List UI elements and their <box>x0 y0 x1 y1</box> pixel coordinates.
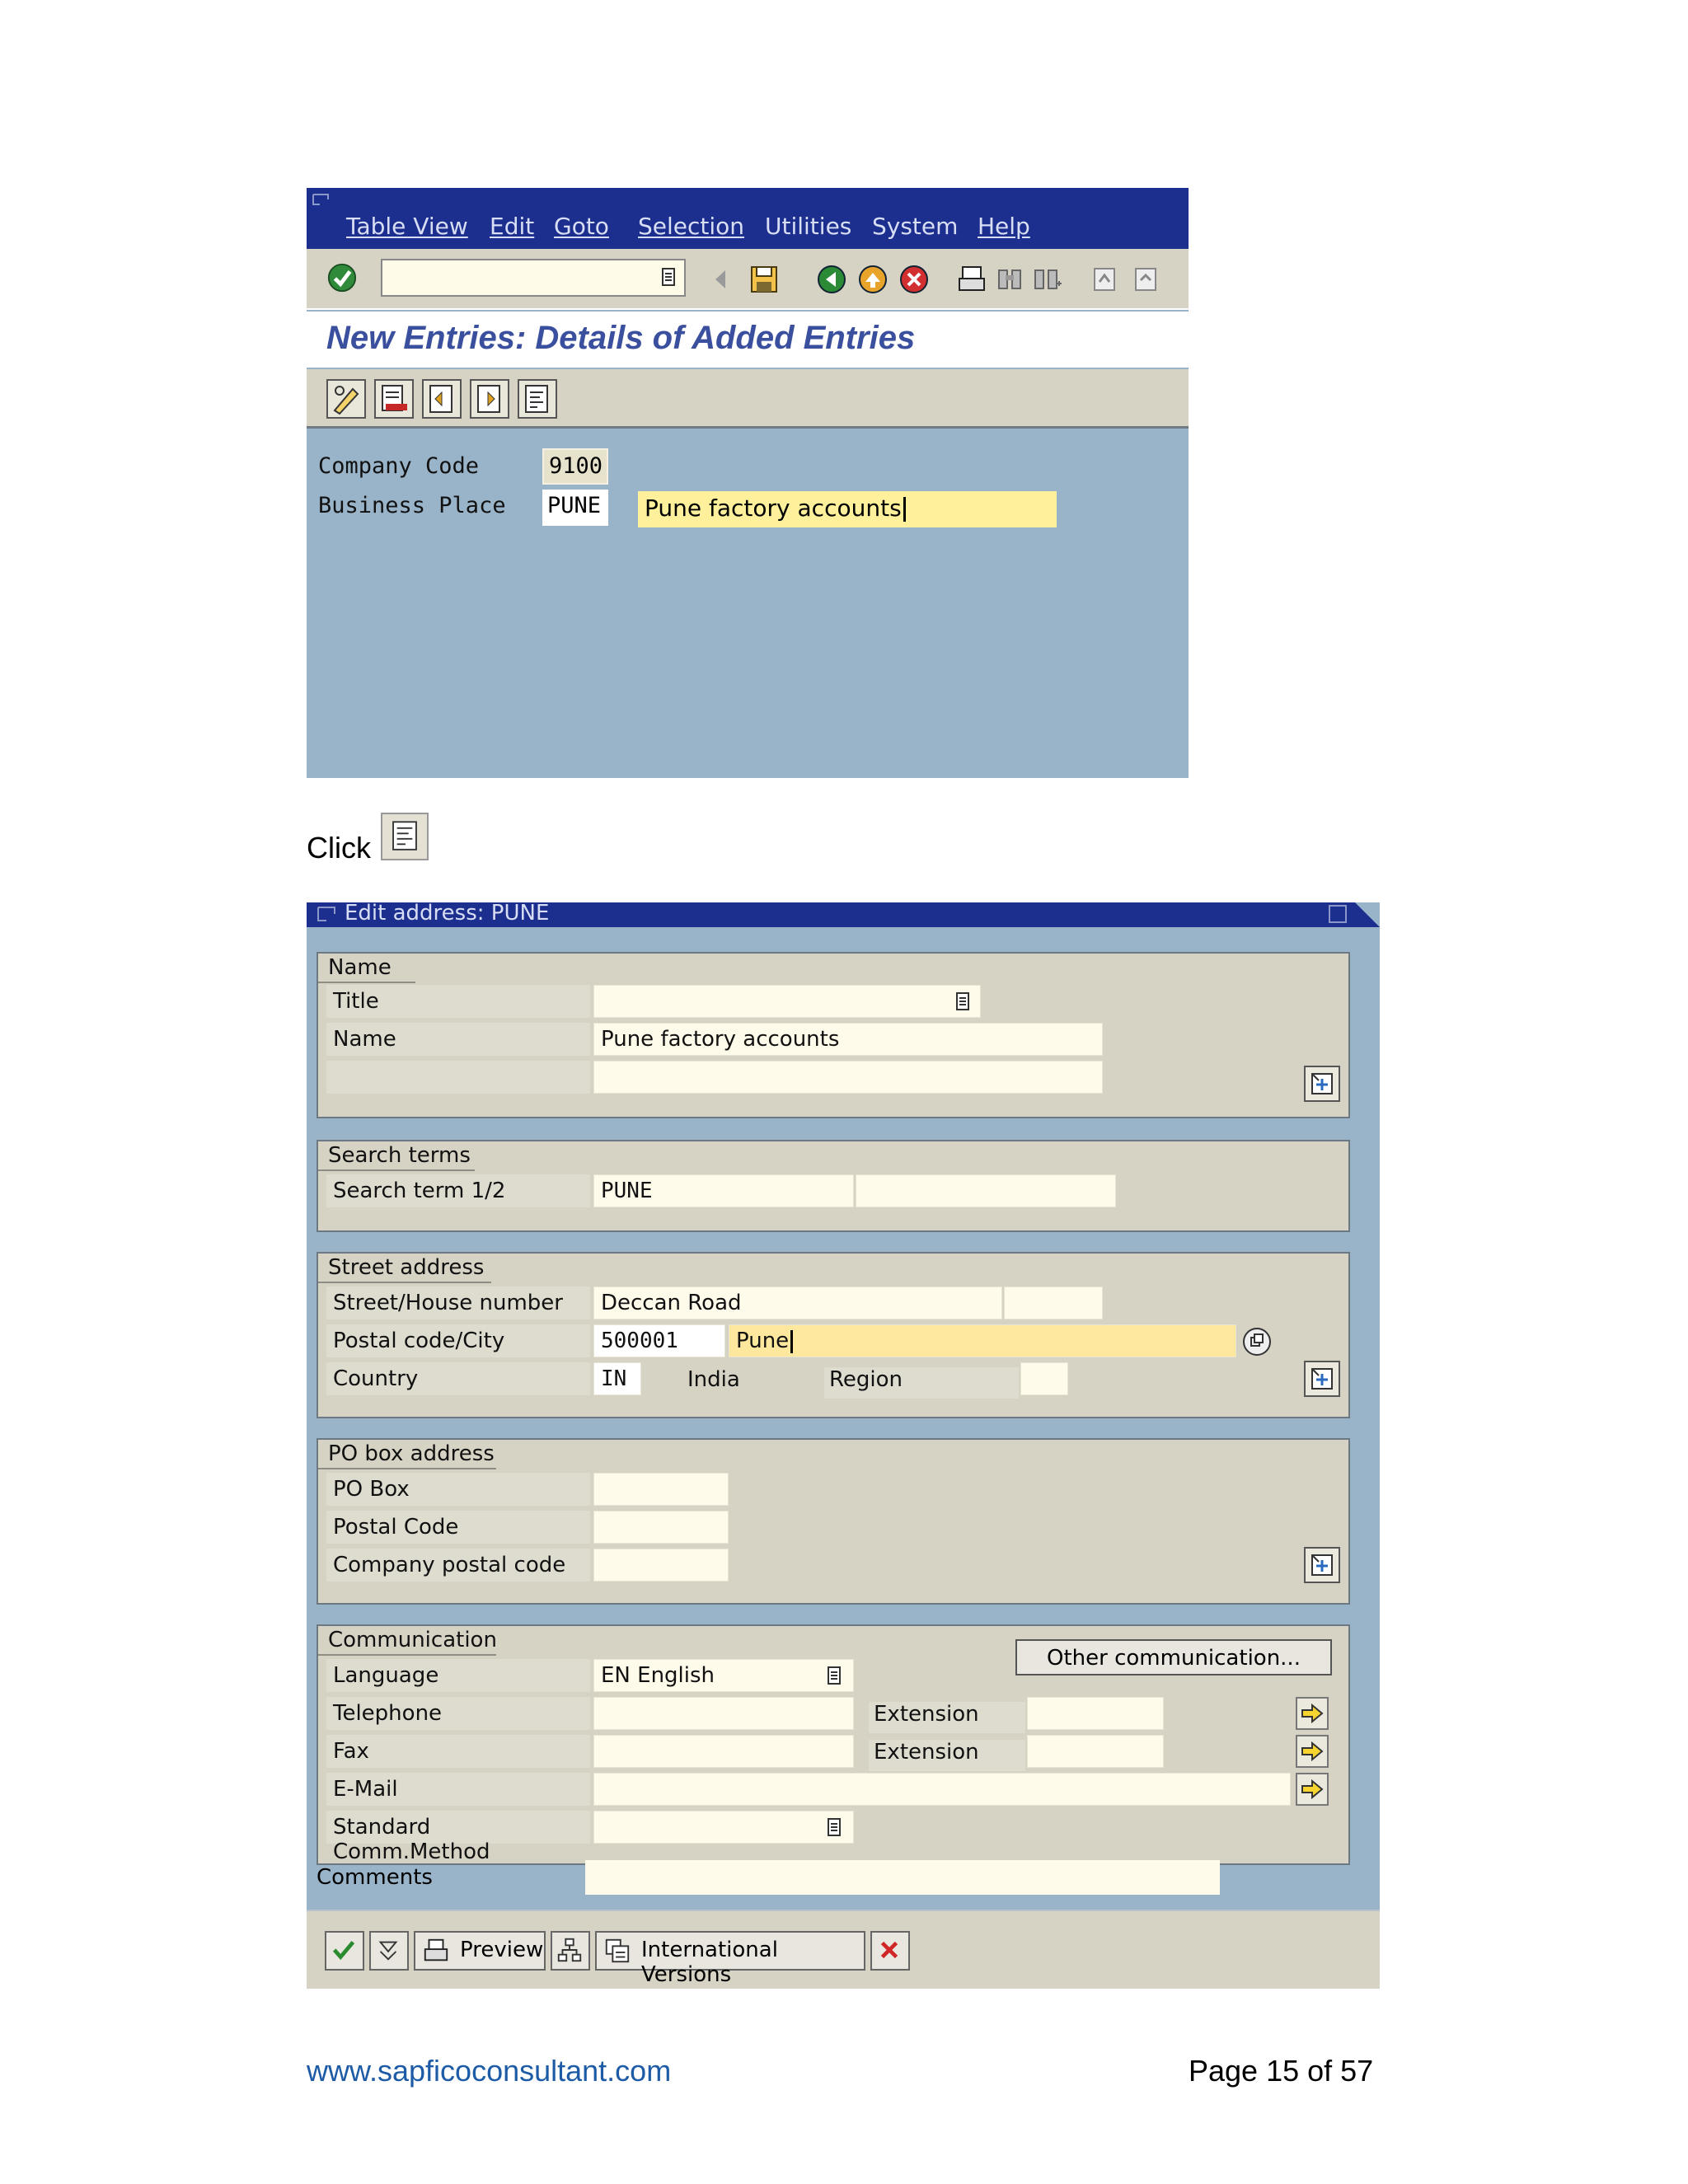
previous-entry-button[interactable] <box>422 379 462 419</box>
address-versions-button[interactable] <box>551 1931 590 1971</box>
language-field[interactable]: EN English <box>593 1659 854 1692</box>
group-tab-name: Name <box>318 954 415 983</box>
divider <box>318 1169 475 1171</box>
page-number: Page 15 of 57 <box>1189 2054 1374 2088</box>
title-label: Title <box>326 985 590 1018</box>
name-group <box>316 952 1350 1118</box>
po-box-label: PO Box <box>326 1473 590 1506</box>
arrow-right-icon <box>1297 1736 1327 1766</box>
pencil-glasses-icon <box>328 381 364 417</box>
house-number-field[interactable] <box>1004 1286 1103 1319</box>
print-icon[interactable] <box>956 264 987 295</box>
company-postal-code-field[interactable] <box>593 1549 729 1582</box>
sap-window <box>307 188 1189 778</box>
business-place-name-field[interactable] <box>638 491 1057 527</box>
divider <box>318 1654 496 1656</box>
dropdown-icon[interactable] <box>826 1817 842 1837</box>
business-place-field[interactable]: PUNE <box>542 490 608 526</box>
dialog-footer-toolbar <box>307 1910 1380 1989</box>
business-place-label: Business Place <box>318 493 506 518</box>
standard-toolbar <box>307 249 1189 310</box>
telephone-more-button[interactable] <box>1296 1697 1329 1730</box>
name-field[interactable]: Pune factory accounts <box>593 1023 1103 1056</box>
fax-extension-field[interactable] <box>1027 1735 1164 1768</box>
email-field[interactable] <box>593 1773 1291 1806</box>
group-tab-communication: Communication <box>318 1626 496 1656</box>
expand-icon <box>1306 1362 1339 1395</box>
address-icon <box>519 381 556 417</box>
group-tab-search-terms: Search terms <box>318 1141 475 1171</box>
screen-title-bar <box>307 312 1189 368</box>
extension-label: Extension <box>869 1702 1025 1733</box>
title-corner <box>1355 902 1380 927</box>
communication-group <box>316 1624 1350 1865</box>
telephone-field[interactable] <box>593 1697 854 1730</box>
search-terms-group <box>316 1140 1350 1232</box>
business-place-name-text: Pune factory accounts <box>645 494 902 522</box>
search-term-label: Search term 1/2 <box>326 1174 590 1207</box>
menu-goto[interactable]: Goto <box>554 213 609 240</box>
expand-icon <box>1306 1549 1339 1582</box>
international-versions-label: International Versions <box>641 1938 778 1987</box>
email-more-button[interactable] <box>1296 1773 1329 1806</box>
preview-button[interactable] <box>414 1931 546 1971</box>
instruction-text: Click <box>307 831 371 865</box>
city-field[interactable] <box>729 1324 1236 1357</box>
arrow-right-icon <box>1297 1774 1327 1804</box>
text-cursor <box>903 497 906 522</box>
fax-label: Fax <box>326 1735 590 1768</box>
menu-selection[interactable]: Selection <box>638 213 745 240</box>
menu-utilities[interactable]: Utilities <box>765 213 852 240</box>
dropdown-icon[interactable] <box>661 267 676 287</box>
dropdown-icon[interactable] <box>954 991 971 1011</box>
save-icon[interactable] <box>748 264 780 295</box>
text-cursor <box>790 1330 793 1353</box>
std-comm-label: Standard Comm.Method <box>326 1811 590 1844</box>
po-box-group <box>316 1438 1350 1605</box>
group-tab-street-address: Street address <box>318 1254 491 1283</box>
city-lookup-icon[interactable] <box>1241 1326 1273 1357</box>
menu-table-view[interactable]: Table View <box>346 213 468 240</box>
close-icon <box>875 1936 903 1964</box>
name-label: Name <box>326 1023 590 1056</box>
versions-icon <box>603 1937 631 1965</box>
comments-field[interactable] <box>585 1860 1220 1895</box>
enter-check-icon[interactable] <box>326 262 358 293</box>
delete-entry-button[interactable] <box>374 379 414 419</box>
more-fields-button[interactable] <box>1304 1547 1340 1583</box>
address-button[interactable] <box>518 379 557 419</box>
street-address-group <box>316 1252 1350 1418</box>
more-fields-button[interactable] <box>1304 1066 1340 1102</box>
next-entry-icon <box>471 381 508 417</box>
postal-code-field[interactable]: 500001 <box>593 1324 725 1357</box>
telephone-extension-field[interactable] <box>1027 1697 1164 1730</box>
address-button-reference <box>381 813 429 860</box>
company-code-field: 9100 <box>542 448 608 485</box>
divider <box>318 1468 496 1469</box>
po-postal-code-label: Postal Code <box>326 1511 590 1544</box>
command-field[interactable] <box>381 259 686 297</box>
fax-more-button[interactable] <box>1296 1735 1329 1768</box>
std-comm-field[interactable] <box>593 1811 854 1844</box>
next-entry-button[interactable] <box>470 379 509 419</box>
title-field[interactable] <box>593 985 981 1018</box>
previous-entry-icon <box>424 381 460 417</box>
group-tab-po-box: PO box address <box>318 1440 496 1469</box>
name2-field[interactable] <box>593 1061 1103 1094</box>
preview-label: Preview <box>460 1938 544 1962</box>
website-link[interactable]: www.sapficoconsultant.com <box>307 2054 672 2088</box>
po-box-field[interactable] <box>593 1473 729 1506</box>
international-versions-button[interactable] <box>595 1931 865 1987</box>
search-term-1-field[interactable]: PUNE <box>593 1174 854 1207</box>
printer-icon <box>422 1937 450 1965</box>
fax-field[interactable] <box>593 1735 854 1768</box>
fax-extension-label: Extension <box>869 1740 1025 1771</box>
exit-icon[interactable] <box>857 264 889 295</box>
street-field[interactable]: Deccan Road <box>593 1286 1002 1319</box>
country-name: India <box>687 1367 740 1392</box>
confirm-button[interactable] <box>325 1931 364 1971</box>
tree-icon <box>556 1936 584 1964</box>
divider <box>318 1282 491 1283</box>
menu-help[interactable]: Help <box>978 213 1030 240</box>
comments-label: Comments <box>316 1865 433 1890</box>
close-icon[interactable] <box>1329 905 1347 923</box>
system-menu-icon[interactable] <box>312 193 336 208</box>
delete-row-icon <box>376 381 412 417</box>
application-toolbar <box>307 369 1189 429</box>
language-label: Language <box>326 1659 590 1692</box>
find-next-icon[interactable] <box>1032 264 1063 295</box>
email-label: E-Mail <box>326 1773 590 1806</box>
company-postal-code-label: Company postal code <box>326 1549 590 1582</box>
menu-bar <box>307 188 1189 249</box>
find-icon[interactable] <box>994 264 1025 295</box>
chevron-down-icon <box>374 1936 402 1964</box>
region-field[interactable] <box>1020 1362 1068 1395</box>
region-label: Region <box>824 1367 1019 1399</box>
postal-city-label: Postal code/City <box>326 1324 590 1357</box>
page-title: New Entries: Details of Added Entries <box>326 320 916 356</box>
expand-button[interactable] <box>369 1931 409 1971</box>
po-postal-code-field[interactable] <box>593 1511 729 1544</box>
address-icon <box>382 814 427 859</box>
menu-system[interactable]: System <box>872 213 959 240</box>
dialog-title: Edit address: PUNE <box>345 902 550 926</box>
check-icon <box>330 1936 358 1964</box>
back-icon[interactable] <box>816 264 847 295</box>
more-fields-button[interactable] <box>1304 1361 1340 1397</box>
country-label: Country <box>326 1362 590 1395</box>
other-communication-button[interactable]: Other communication... <box>1015 1639 1332 1675</box>
system-menu-icon[interactable] <box>316 906 341 924</box>
arrow-right-icon <box>1297 1699 1327 1728</box>
expand-icon <box>1306 1067 1339 1100</box>
street-label: Street/House number <box>326 1286 590 1319</box>
name2-label <box>326 1061 590 1094</box>
telephone-label: Telephone <box>326 1697 590 1730</box>
dialog-title-bar <box>307 902 1380 927</box>
menu-edit[interactable]: Edit <box>490 213 535 240</box>
city-text: Pune <box>736 1329 790 1353</box>
divider <box>318 982 415 983</box>
search-term-2-field[interactable] <box>856 1174 1116 1207</box>
collapse-arrow-icon[interactable] <box>709 264 730 295</box>
first-page-icon[interactable] <box>1090 264 1121 295</box>
dropdown-icon[interactable] <box>826 1666 842 1685</box>
previous-page-icon[interactable] <box>1131 264 1162 295</box>
company-code-label: Company Code <box>318 453 480 479</box>
display-change-button[interactable] <box>326 379 366 419</box>
cancel-icon[interactable] <box>898 264 930 295</box>
country-field[interactable]: IN <box>593 1362 641 1395</box>
edit-address-dialog <box>307 902 1380 1989</box>
cancel-button[interactable] <box>870 1931 910 1971</box>
